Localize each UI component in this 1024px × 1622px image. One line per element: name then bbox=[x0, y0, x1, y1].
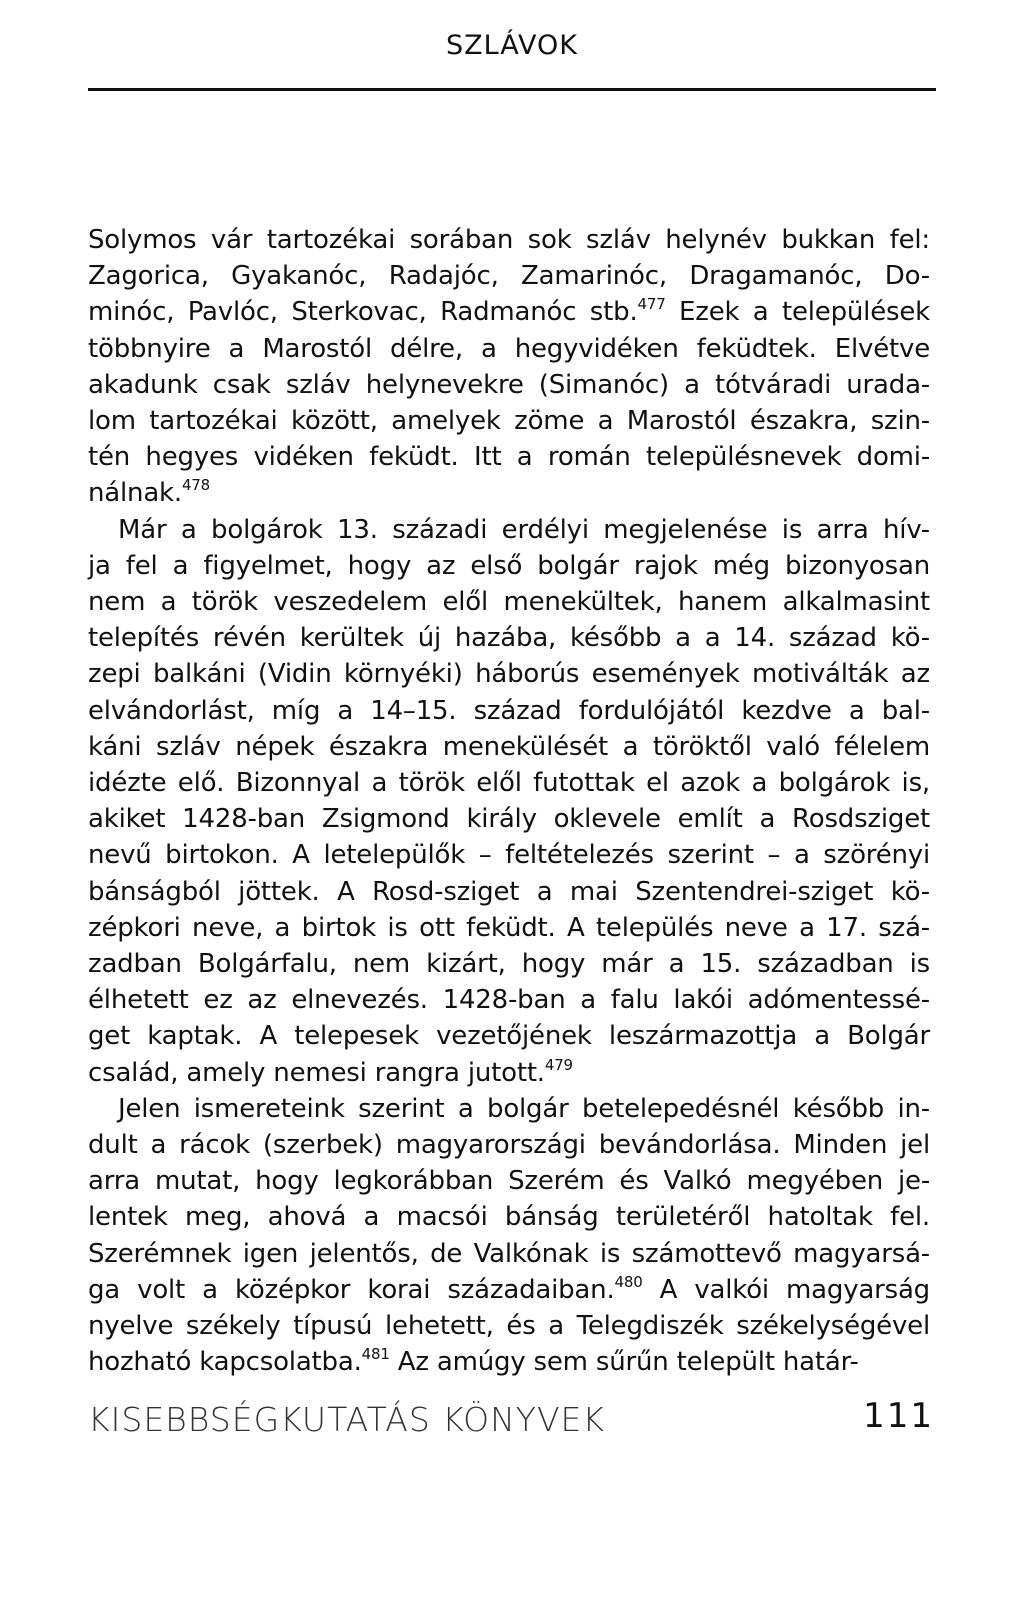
text-line bbox=[88, 874, 930, 910]
running-head: SZLÁVOK bbox=[446, 30, 578, 61]
text-line bbox=[88, 982, 930, 1018]
body-text bbox=[88, 222, 930, 1381]
line-text: minóc, Pavlóc, Sterkovac, Radmanóc stb. bbox=[88, 297, 638, 328]
text-line bbox=[88, 1308, 930, 1344]
line-text: nem a török veszedelem elől menekültek, hanem alkalmasint bbox=[88, 587, 930, 618]
line-text: élhetett ez az elnevezés. 1428-ban a falu lakói adómentessé- bbox=[88, 985, 930, 1016]
text-line bbox=[88, 367, 930, 403]
text-line bbox=[88, 1055, 930, 1091]
text-line bbox=[88, 910, 930, 946]
line-text: tén hegyes vidéken feküdt. Itt a román településnevek domi- bbox=[88, 442, 930, 473]
line-text: akadunk csak szláv helynevekre (Simanóc) a tótváradi urada- bbox=[88, 369, 930, 400]
header-rule bbox=[88, 88, 936, 91]
line-text: get kaptak. A telepesek vezetőjének leszármazottja a Bolgár bbox=[88, 1021, 930, 1052]
text-line bbox=[88, 946, 930, 982]
line-text-continued: Ezek a települések bbox=[665, 297, 930, 328]
text-line bbox=[88, 294, 930, 330]
line-text: hozható kapcsolatba. bbox=[88, 1347, 362, 1378]
text-line bbox=[88, 693, 930, 729]
text-line bbox=[88, 765, 930, 801]
line-text: ja fel a figyelmet, hogy az első bolgár rajok még bizonyosan bbox=[88, 550, 930, 581]
line-text: ga volt a középkor korai századaiban. bbox=[88, 1274, 615, 1305]
text-line bbox=[88, 403, 930, 439]
text-line bbox=[88, 584, 930, 620]
text-line bbox=[88, 1272, 930, 1308]
text-line bbox=[88, 512, 930, 548]
line-text: nevű birtokon. A letelepülők – feltételezés szerint – a szörényi bbox=[88, 840, 930, 871]
text-line bbox=[88, 1091, 930, 1127]
line-text: lentek meg, ahová a macsói bánság területéről hatoltak fel. bbox=[88, 1202, 930, 1233]
line-text: Solymos vár tartozékai sorában sok szláv helynév bukkan fel: bbox=[88, 225, 930, 255]
text-line bbox=[88, 439, 930, 475]
text-line bbox=[88, 548, 930, 584]
footnote-reference: 479 bbox=[544, 1055, 573, 1074]
line-text: család, amely nemesi rangra jutott. bbox=[88, 1057, 545, 1088]
footnote-reference: 480 bbox=[614, 1272, 643, 1291]
text-line bbox=[88, 1344, 930, 1380]
line-text: zépkori neve, a birtok is ott feküdt. A település neve a 17. szá- bbox=[88, 912, 930, 943]
line-text: többnyire a Marostól délre, a hegyvidéken feküdtek. Elvétve bbox=[88, 333, 930, 364]
line-text: Zagorica, Gyakanóc, Radajóc, Zamarinóc, Dragamanóc, Do- bbox=[88, 261, 930, 292]
line-text-continued: A valkói magyarság bbox=[642, 1274, 930, 1305]
line-text: lom tartozékai között, amelyek zöme a Marostól északra, szin- bbox=[88, 406, 930, 437]
line-text: zepi balkáni (Vidin környéki) háborús események motiválták az bbox=[88, 659, 930, 690]
text-line bbox=[88, 1199, 930, 1235]
line-text: zadban Bolgárfalu, nem kizárt, hogy már a 15. században is bbox=[88, 949, 930, 980]
line-text: idézte elő. Bizonnyal a török elől futottak el azok a bolgárok is, bbox=[88, 768, 930, 799]
line-text: arra mutat, hogy legkorábban Szerém és Valkó megyében je- bbox=[88, 1166, 930, 1197]
line-text: Már a bolgárok 13. századi erdélyi megjelenése is arra hív- bbox=[118, 514, 930, 545]
line-text: bánságból jöttek. A Rosd-sziget a mai Szentendrei-sziget kö- bbox=[88, 876, 930, 907]
text-line bbox=[88, 620, 930, 656]
text-line bbox=[88, 331, 930, 367]
text-line bbox=[88, 801, 930, 837]
text-line bbox=[88, 1163, 930, 1199]
text-line bbox=[88, 1018, 930, 1054]
text-line bbox=[88, 837, 930, 873]
page-number: 111 bbox=[863, 1396, 934, 1436]
line-text-continued: Az amúgy sem sűrűn települt határ- bbox=[389, 1347, 859, 1378]
line-text: dult a rácok (szerbek) magyarországi bevándorlása. Minden jel bbox=[88, 1130, 930, 1161]
footnote-reference: 481 bbox=[361, 1345, 390, 1364]
line-text: telepítés révén kerültek új hazába, később a a 14. század kö- bbox=[88, 623, 930, 654]
line-text: nyelve székely típusú lehetett, és a Telegdiszék székelységével bbox=[88, 1311, 930, 1342]
text-line bbox=[88, 656, 930, 692]
text-line bbox=[88, 475, 930, 511]
line-text: Jelen ismereteink szerint a bolgár betelepedésnél később in- bbox=[118, 1093, 930, 1124]
text-line bbox=[88, 258, 930, 294]
footnote-reference: 478 bbox=[181, 476, 210, 495]
line-text: nálnak. bbox=[88, 478, 182, 509]
footer-series-title: KISEBBSÉGKUTATÁS KÖNYVEK bbox=[88, 1400, 606, 1439]
line-text: elvándorlást, míg a 14–15. század fordulójától kezdve a bal- bbox=[88, 695, 930, 726]
text-line bbox=[88, 222, 930, 258]
text-line bbox=[88, 729, 930, 765]
footnote-reference: 477 bbox=[637, 295, 666, 314]
line-text: Szerémnek igen jelentős, de Valkónak is számottevő magyarsá- bbox=[88, 1238, 930, 1269]
text-line bbox=[88, 1236, 930, 1272]
line-text: káni szláv népek északra menekülését a töröktől való félelem bbox=[88, 731, 930, 762]
line-text: akiket 1428-ban Zsigmond király oklevele említ a Rosdsziget bbox=[88, 804, 930, 835]
text-line bbox=[88, 1127, 930, 1163]
